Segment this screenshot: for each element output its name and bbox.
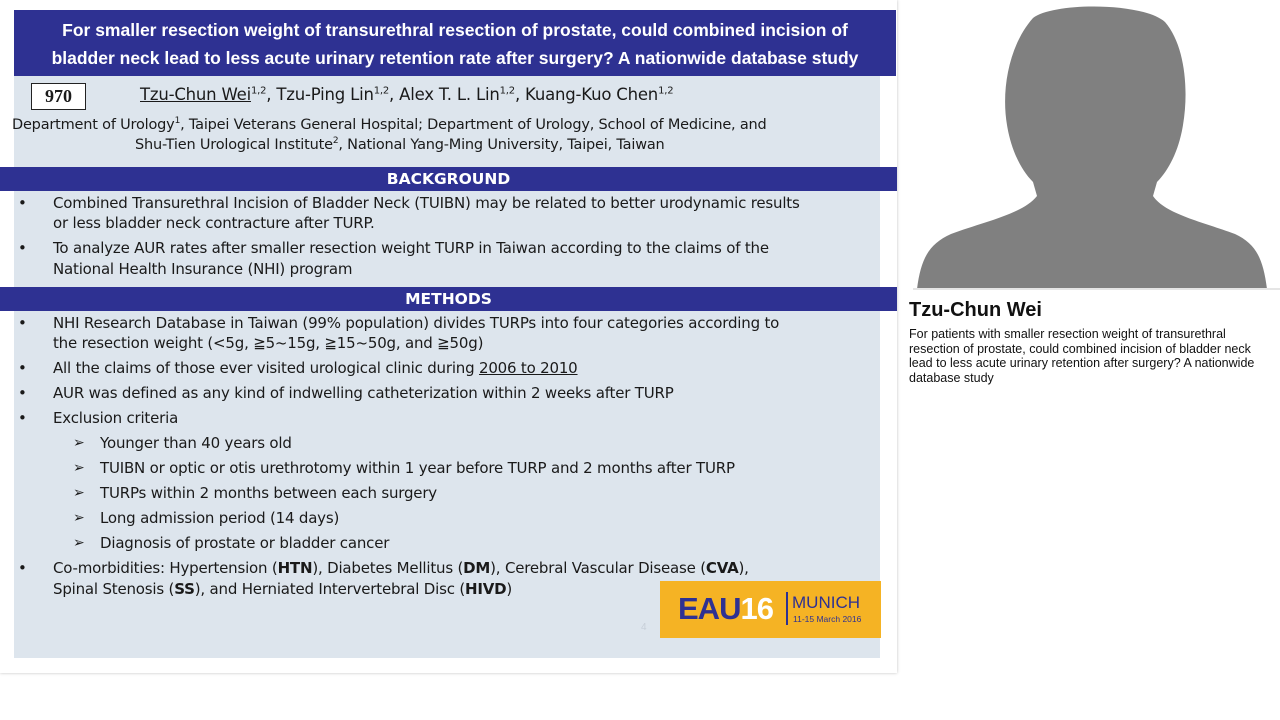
affiliation-line-1 xyxy=(12,116,767,133)
comorbidity-text: Co-morbidities: Hypertension ( xyxy=(53,559,278,577)
logo-city: MUNICH xyxy=(792,593,860,612)
background-text-line: or less bladder neck contracture after TURP. xyxy=(53,214,375,232)
affiliation-text: , National Yang-Ming University, Taipei, Taiwan xyxy=(338,136,665,153)
comorbidities-line-1 xyxy=(53,559,749,577)
bullet-icon: • xyxy=(18,359,27,377)
background-text-line: To analyze AUR rates after smaller resection weight TURP in Taiwan according to the claims of the xyxy=(53,239,769,257)
person-silhouette-icon xyxy=(913,0,1280,289)
background-text-line: National Health Insurance (NHI) program xyxy=(53,260,353,278)
exclusion-item: Long admission period (14 days) xyxy=(100,509,340,527)
aur-definition-line: AUR was defined as any kind of indwelling catheterization within 2 weeks after TURP xyxy=(53,384,674,402)
arrow-bullet-icon: ➢ xyxy=(73,460,85,476)
author-name: Tzu-Ping Lin xyxy=(276,85,374,104)
comorbidity-abbrev: DM xyxy=(463,559,491,577)
comorbidity-text: Spinal Stenosis ( xyxy=(53,580,175,598)
author-affiliation-sup: 1,2 xyxy=(373,85,390,97)
methods-text-line: NHI Research Database in Taiwan (99% population) divides TURPs into four categories according to xyxy=(53,314,780,332)
comorbidity-abbrev: SS xyxy=(174,580,195,598)
comorbidity-text: ), and Herniated Intervertebral Disc ( xyxy=(194,580,465,598)
author-affiliation-sup: 1,2 xyxy=(658,85,674,97)
speaker-divider xyxy=(913,288,1280,290)
author-list xyxy=(140,85,673,104)
affiliation-text: Department of Urology xyxy=(12,116,175,133)
talk-description: For patients with smaller resection weight of transurethral resection of prostate, could combined incision of bladder neck lead to less acute urinary retention after surgery? A nationwide database study xyxy=(909,327,1255,385)
eau-logo-year: 16 xyxy=(740,591,773,626)
arrow-bullet-icon: ➢ xyxy=(73,535,85,551)
arrow-bullet-icon: ➢ xyxy=(73,435,85,451)
arrow-bullet-icon: ➢ xyxy=(73,485,85,501)
affiliation-sup: 1 xyxy=(174,116,181,126)
bullet-icon: • xyxy=(18,559,27,577)
poster-number-box: 970 xyxy=(31,83,86,110)
affiliation-line-2 xyxy=(135,136,665,153)
author-name: Alex T. L. Lin xyxy=(399,85,500,104)
bullet-icon: • xyxy=(18,409,27,427)
comorbidity-abbrev: HIVD xyxy=(465,580,507,598)
logo-divider xyxy=(786,592,788,625)
claims-text: All the claims of those ever visited urological clinic during xyxy=(53,359,479,377)
speaker-name: Tzu-Chun Wei xyxy=(909,299,1042,321)
comorbidity-text: ), Diabetes Mellitus ( xyxy=(312,559,464,577)
exclusion-criteria-heading: Exclusion criteria xyxy=(53,409,179,427)
author-affiliation-sup: 1,2 xyxy=(250,85,267,97)
claims-period-line xyxy=(53,359,578,377)
methods-heading: METHODS xyxy=(0,287,897,311)
bullet-icon: • xyxy=(18,314,27,332)
speaker-avatar xyxy=(913,0,1280,289)
author-separator: , xyxy=(266,85,277,104)
affiliation-sup: 2 xyxy=(332,136,339,146)
eau-logo-text: EAU xyxy=(678,591,741,626)
logo-dates: 11-15 March 2016 xyxy=(793,614,862,624)
exclusion-item: Diagnosis of prostate or bladder cancer xyxy=(100,534,390,552)
comorbidity-text: ), Cerebral Vascular Disease ( xyxy=(490,559,706,577)
background-heading: BACKGROUND xyxy=(0,167,897,191)
comorbidities-line-2 xyxy=(53,580,512,598)
bullet-icon: • xyxy=(18,194,27,212)
comorbidity-abbrev: HTN xyxy=(277,559,313,577)
affiliation-text: Shu-Tien Urological Institute xyxy=(135,136,333,153)
affiliation-text: , Taipei Veterans General Hospital; Department of Urology, School of Medicine, and xyxy=(180,116,767,133)
comorbidity-abbrev: CVA xyxy=(705,559,739,577)
claims-period: 2006 to 2010 xyxy=(478,359,578,377)
slide-title-line-1: For smaller resection weight of transurethral resection of prostate, could combined incision of xyxy=(62,20,848,40)
bullet-icon: • xyxy=(18,239,27,257)
exclusion-item: TURPs within 2 months between each surgery xyxy=(100,484,437,502)
eau16-munich-logo xyxy=(660,581,881,638)
slide-title-bar xyxy=(14,10,896,76)
background-text-line: Combined Transurethral Incision of Bladder Neck (TUIBN) may be related to better urodynamic results xyxy=(53,194,800,212)
author-name: Tzu-Chun Wei xyxy=(140,85,251,104)
comorbidity-text: ) xyxy=(506,580,513,598)
author-affiliation-sup: 1,2 xyxy=(499,85,515,97)
author-name: Kuang-Kuo Chen xyxy=(525,85,659,104)
comorbidity-text: ), xyxy=(738,559,749,577)
author-separator: , xyxy=(389,85,400,104)
slide-title-line-2: bladder neck lead to less acute urinary retention rate after surgery? A nationwide database study xyxy=(51,48,859,68)
author-separator: , xyxy=(514,85,526,104)
slide-number: 4 xyxy=(641,622,647,633)
exclusion-item: Younger than 40 years old xyxy=(100,434,292,452)
eau-logo-wordmark xyxy=(678,591,773,627)
methods-text-line: the resection weight (<5g, ≧5~15g, ≧15~50g, and ≧50g) xyxy=(53,334,484,352)
bullet-icon: • xyxy=(18,384,27,402)
exclusion-item: TUIBN or optic or otis urethrotomy within 1 year before TURP and 2 months after TURP xyxy=(100,459,735,477)
arrow-bullet-icon: ➢ xyxy=(73,510,85,526)
